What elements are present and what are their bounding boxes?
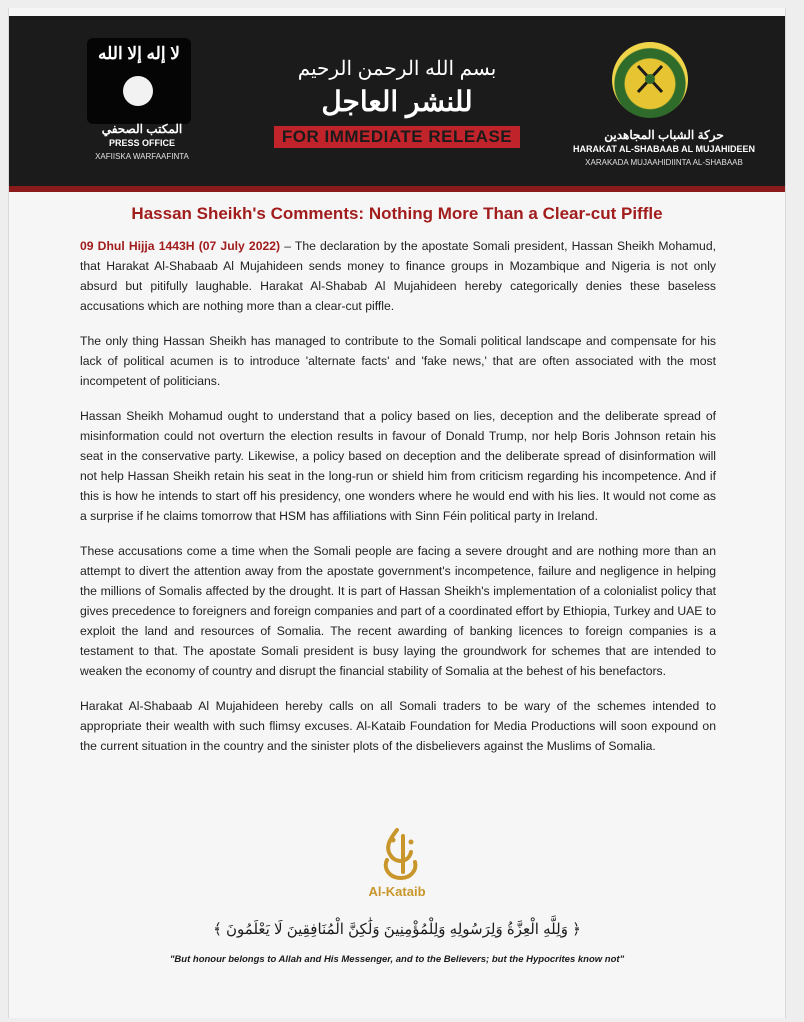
seal-icon [123,76,153,106]
press-release-page [8,8,786,1018]
dateline: 09 Dhul Hijja 1443H (07 July 2022) [80,239,281,253]
al-kataib-brand: Al-Kataib [368,884,426,899]
flag-shahada-text: لا إله إلا الله [98,44,180,63]
quran-verse: ﴿ وَلِلَّهِ الْعِزَّةُ وَلِرَسُولِهِ وَلِلْمُؤْمِنِينَ وَلَٰكِنَّ الْمُنَافِقِينَ لَا يَعْلَمُونَ ﴾ [213,921,581,938]
movement-emblem-icon [612,42,688,118]
article-body [80,236,716,771]
bismillah-text: بسم الله الرحمن الرحيم [297,58,497,80]
release-banner [257,56,537,148]
movement-name-label [569,128,759,170]
press-office-label [67,122,217,164]
paragraph-3: Hassan Sheikh Mohamud ought to understand that a policy based on lies, deception and the deliberate spread of misinformation could not overturn the election results in favour of Donald Trump, nor help Boris Johnson retain his seat in the conservative party. Likewise, a policy based on deception and the deliberate spread of disinformation will not help Hassan Sheikh retain his seat in the long-run or shield him from criticism regarding his incompetence. And if this is how he intends to start off his presidency, one wonders where he would end with his lies. It would not come as a surprise if he claims tomorrow that HSM has affiliations with Sinn Féin political party in Ireland. [80,409,716,523]
press-office-somali: XAFIISKA WARFAAFINTA [95,152,189,161]
black-flag-logo [87,38,191,124]
movement-name-english: HARAKAT AL-SHABAAB AL MUJAHIDEEN [573,144,755,154]
release-label: FOR IMMEDIATE RELEASE [274,126,520,148]
verse-translation: "But honour belongs to Allah and His Messenger, and to the Believers; but the Hypocrites know not" [169,954,625,965]
urgent-arabic-text: للنشر العاجل [321,86,473,117]
paragraph-2: The only thing Hassan Sheikh has managed to contribute to the Somali political landscape and compensate for his lack of political acumen is to introduce 'alternate facts' and 'fake news,' that are often associated with the most incompetent of politicians. [80,334,716,388]
press-office-arabic: المكتب الصحفي [101,122,183,136]
letterhead [9,16,785,192]
paragraph-5: Harakat Al-Shabaab Al Mujahideen hereby calls on all Somali traders to be wary of the schemes intended to appropriate their wealth with such flimsy excuses. Al-Kataib Foundation for Media Productions will soon expound on the current situation in the country and the sinister plots of the disbelievers against the Muslims of Somalia. [80,699,716,753]
press-office-english: PRESS OFFICE [108,138,175,148]
paragraph-1-text: – The declaration by the apostate Somali president, Hassan Sheikh Mohamud, that Harakat Al-Shabaab Al Mujahideen sends money to finance groups in Mozambique and Nigeria is not only absurd but pitifully laughable. Harakat Al-Shabab Al Mujahideen hereby categorically denies these baseless accusations which are nothing more than a clear-cut piffle. [80,239,716,313]
paragraph-1 [80,236,716,316]
movement-name-somali: XARAKADA MUJAAHIDIINTA AL-SHABAAB [585,158,743,167]
article-title: Hassan Sheikh's Comments: Nothing More Than a Clear-cut Piffle [131,204,663,223]
paragraph-4: These accusations come a time when the Somali people are facing a severe drought and are nothing more than an attempt to divert the attention away from the apostate government's incompetence, failure and negligence in helping the millions of Somalis affected by the drought. It is part of Hassan Sheikh's implementation of a colonialist policy that gives precedence to foreigners and foreign companies and part of a coordinated effort by Ethiopia, Turkey and UAE to exploit the land and resources of Somalia. The recent awarding of banking licences to foreign companies is a testament to that. The apostate Somali president is busy laying the groundwork for schemes that are intended to weaken the economy of country and disrupt the financial stability of Somalia at the behest of his benefactors. [80,544,716,678]
al-kataib-calligraphy-icon [367,826,427,884]
movement-name-arabic: حركة الشباب المجاهدين [604,128,724,142]
crossed-swords-icon [636,64,664,94]
